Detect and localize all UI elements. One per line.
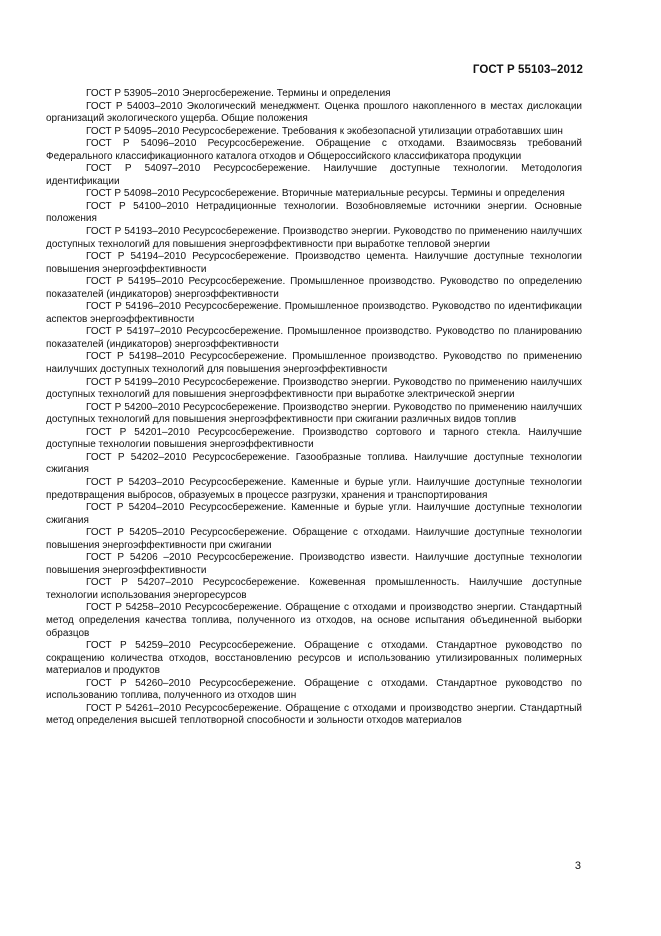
- reference-entry: ГОСТ Р 54198–2010 Ресурсосбережение. Промышленное производство. Руководство по применению наилучших доступных технологий для повышения энергоэффективности: [46, 351, 582, 376]
- reference-entry: ГОСТ Р 54202–2010 Ресурсосбережение. Газообразные топлива. Наилучшие доступные технологии сжигания: [46, 451, 582, 476]
- reference-list: [46, 88, 582, 728]
- document-header: ГОСТ Р 55103–2012: [472, 64, 583, 76]
- reference-entry: ГОСТ Р 54097–2010 Ресурсосбережение. Наилучшие доступные технологии. Методология идентификации: [46, 163, 582, 187]
- reference-entry: ГОСТ Р 54207–2010 Ресурсосбережение. Кожевенная промышленность. Наилучшие доступные технологии использования энергоресурсов: [46, 577, 582, 601]
- reference-entry: ГОСТ Р 54196–2010 Ресурсосбережение. Промышленное производство. Руководство по идентификации аспектов энергоэффективности: [46, 301, 582, 325]
- reference-entry: ГОСТ Р 54200–2010 Ресурсосбережение. Производство энергии. Руководство по применению наилучших доступных технологий для повышения энергоэффективности при сжигании различных видов топлив: [46, 401, 582, 426]
- reference-entry: ГОСТ Р 54261–2010 Ресурсосбережение. Обращение с отходами и производство энергии. Стандартный метод определения высшей теплотворной способности и зольности отходов материалов: [46, 702, 582, 727]
- reference-entry: ГОСТ Р 54259–2010 Ресурсосбережение. Обращение с отходами. Стандартное руководство по сокращению количества отходов, восстановлению ресурсов и использованию утилизированных полимерных материалов и продуктов: [46, 640, 582, 677]
- reference-entry: ГОСТ Р 54195–2010 Ресурсосбережение. Промышленное производство. Руководство по определению показателей (индикаторов) энергоэффективности: [46, 276, 582, 300]
- reference-entry: ГОСТ Р 54203–2010 Ресурсосбережение. Каменные и бурые угли. Наилучшие доступные технологии предотвращения выбросов, образуемых в процессе разгрузки, хранения и транспортирования: [46, 476, 582, 501]
- reference-entry: ГОСТ Р 54206 –2010 Ресурсосбережение. Производство извести. Наилучшие доступные технологии повышения энергоэффективности: [46, 552, 582, 576]
- reference-entry: ГОСТ Р 54003–2010 Экологический менеджмент. Оценка прошлого накопленного в местах дислокации организаций экологического ущерба. Общие положения: [46, 100, 582, 125]
- reference-entry: ГОСТ Р 54205–2010 Ресурсосбережение. Обращение с отходами. Наилучшие доступные технологии повышения энергоэффективности при сжигании: [46, 527, 582, 551]
- reference-entry: ГОСТ Р 54201–2010 Ресурсосбережение. Производство сортового и тарного стекла. Наилучшие доступные технологии повышения энергоэффективности: [46, 426, 582, 451]
- reference-entry: ГОСТ Р 53905–2010 Энергосбережение. Термины и определения: [86, 88, 391, 99]
- reference-entry: ГОСТ Р 54199–2010 Ресурсосбережение. Производство энергии. Руководство по применению наилучших доступных технологий для повышения энергоэффективности при выработке электрической энергии: [46, 376, 582, 401]
- reference-entry: ГОСТ Р 54095–2010 Ресурсосбережение. Требования к экобезопасной утилизации отработавших шин: [86, 125, 563, 137]
- reference-entry: ГОСТ Р 54096–2010 Ресурсосбережение. Обращение с отходами. Взаимосвязь требований Федерального классификационного каталога отходов и Общероссийского классификатора продукции: [46, 138, 582, 162]
- reference-entry: ГОСТ Р 54193–2010 Ресурсосбережение. Производство энергии. Руководство по применению наилучших доступных технологий для повышения энергоэффективности при выработке тепловой энергии: [46, 226, 582, 250]
- reference-entry: ГОСТ Р 54100–2010 Нетрадиционные технологии. Возобновляемые источники энергии. Основные положения: [46, 200, 582, 225]
- reference-entry: ГОСТ Р 54194–2010 Ресурсосбережение. Производство цемента. Наилучшие доступные технологии повышения энергоэффективности: [46, 251, 582, 275]
- reference-entry: ГОСТ Р 54197–2010 Ресурсосбережение. Промышленное производство. Руководство по планированию показателей (индикаторов) энергоэффективности: [46, 326, 582, 350]
- reference-entry: ГОСТ Р 54258–2010 Ресурсосбережение. Обращение с отходами и производство энергии. Стандартный метод определения качества топлива, полученного из отходов, на основе испытания объединенной выборки образцов: [46, 602, 582, 639]
- reference-entry: ГОСТ Р 54204–2010 Ресурсосбережение. Каменные и бурые угли. Наилучшие доступные технологии сжигания: [46, 502, 582, 526]
- reference-entry: ГОСТ Р 54260–2010 Ресурсосбережение. Обращение с отходами. Стандартное руководство по использованию топлива, полученного из отходов шин: [46, 677, 582, 702]
- reference-entry: ГОСТ Р 54098–2010 Ресурсосбережение. Вторичные материальные ресурсы. Термины и определения: [86, 188, 565, 200]
- page-number: 3: [574, 860, 581, 872]
